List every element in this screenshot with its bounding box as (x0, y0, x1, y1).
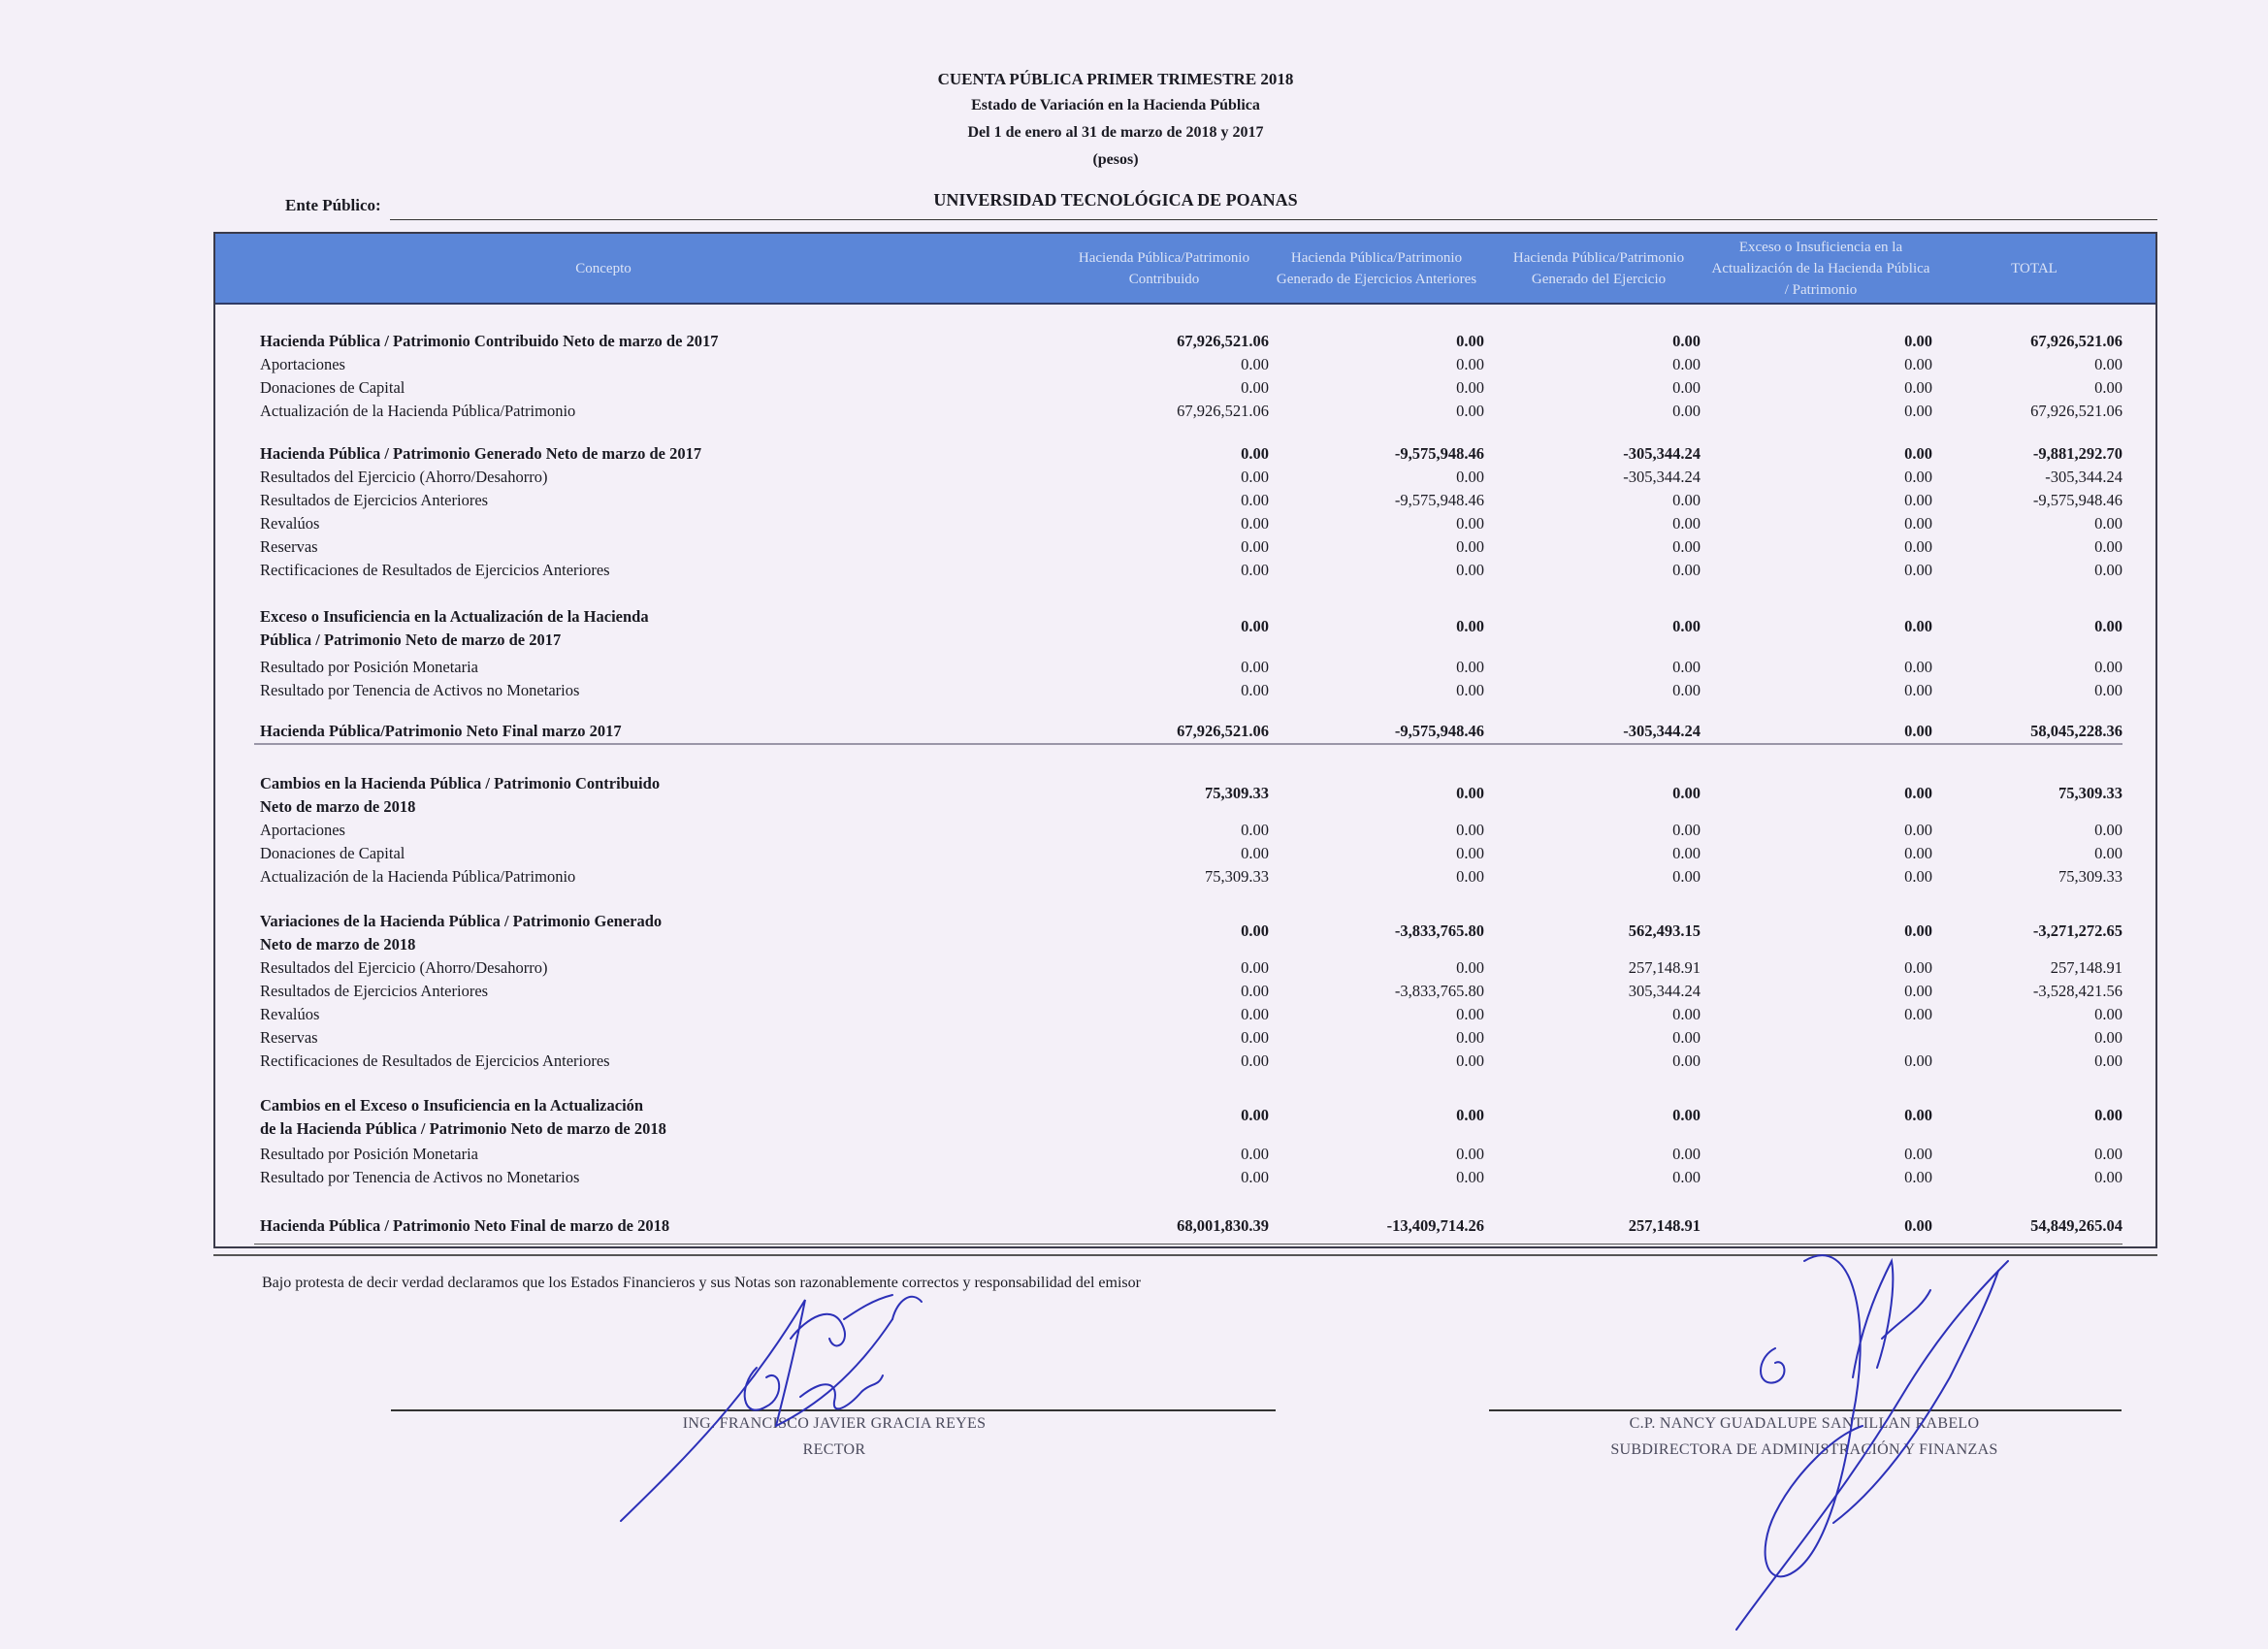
cell-ejercicios-anteriores: 0.00 (1456, 1145, 1484, 1163)
cell-contribuido: 0.00 (1241, 658, 1269, 676)
cell-total: -3,528,421.56 (2032, 982, 2122, 1000)
cell-ejercicios-anteriores: 0.00 (1456, 617, 1484, 635)
table-header-band (215, 234, 2155, 303)
column-header-ejercicios-anteriores: Hacienda Pública/Patrimonio Generado de Ejercicios Anteriores (1276, 249, 1477, 287)
cell-ejercicios-anteriores: 0.00 (1456, 658, 1484, 676)
cell-contribuido: 0.00 (1241, 958, 1269, 977)
cell-contribuido: 0.00 (1241, 378, 1269, 397)
cell-ejercicios-anteriores: 0.00 (1456, 355, 1484, 373)
cell-contribuido: 0.00 (1241, 821, 1269, 839)
table-row (260, 1168, 2122, 1191)
cell-del-ejercicio: 0.00 (1672, 784, 1701, 802)
cell-total: 75,309.33 (2058, 867, 2122, 886)
document-period: Del 1 de enero al 31 de marzo de 2018 y 2017 (967, 124, 1264, 141)
cell-del-ejercicio: 562,493.15 (1628, 922, 1701, 940)
cell-total: 58,045,228.36 (2030, 722, 2122, 740)
cell-contribuido: 0.00 (1241, 468, 1269, 486)
row-label: Cambios en el Exceso o Insuficiencia en la Actualización (260, 1096, 644, 1115)
row-label: Actualización de la Hacienda Pública/Patrimonio (260, 402, 576, 420)
cell-exceso-insuficiencia: 0.00 (1904, 514, 1932, 533)
subdirectora-signature-image (1707, 1203, 2027, 1639)
cell-ejercicios-anteriores: 0.00 (1456, 867, 1484, 886)
rector-signature-image (601, 1261, 1009, 1533)
cell-del-ejercicio: 0.00 (1672, 821, 1701, 839)
table-row (260, 658, 2122, 681)
cell-del-ejercicio: 257,148.91 (1628, 958, 1701, 977)
table-row (260, 681, 2122, 704)
signer-title-rector: RECTOR (802, 1441, 866, 1458)
cell-del-ejercicio: 0.00 (1672, 867, 1701, 886)
row-label: Resultado por Tenencia de Activos no Monetarios (260, 1168, 580, 1186)
column-header-exceso-insuficiencia: Exceso o Insuficiencia en la Actualización de la Hacienda Pública / Patrimonio (1711, 239, 1930, 298)
cell-exceso-insuficiencia: 0.00 (1904, 402, 1932, 420)
cell-ejercicios-anteriores: 0.00 (1456, 561, 1484, 579)
table-row (260, 1096, 2122, 1138)
cell-contribuido: 0.00 (1241, 491, 1269, 509)
signer-name-subdirectora: C.P. NANCY GUADALUPE SANTILLAN RABELO (1629, 1415, 1980, 1432)
row-label-continued: Neto de marzo de 2018 (260, 797, 416, 816)
cell-contribuido: 0.00 (1241, 982, 1269, 1000)
table-row (260, 844, 2122, 867)
cell-ejercicios-anteriores: 0.00 (1456, 844, 1484, 862)
cell-total: -9,575,948.46 (2032, 491, 2122, 509)
document-title: CUENTA PÚBLICA PRIMER TRIMESTRE 2018 (937, 70, 1294, 88)
cell-total: 0.00 (2094, 1145, 2122, 1163)
cell-ejercicios-anteriores: 0.00 (1456, 1051, 1484, 1070)
cell-exceso-insuficiencia: 0.00 (1904, 444, 1932, 463)
cell-exceso-insuficiencia: 0.00 (1904, 1005, 1932, 1023)
cell-exceso-insuficiencia: 0.00 (1904, 468, 1932, 486)
column-header-contribuido: Hacienda Pública/Patrimonio Contribuido (1078, 249, 1250, 287)
cell-ejercicios-anteriores: 0.00 (1456, 514, 1484, 533)
cell-contribuido: 0.00 (1241, 444, 1269, 463)
cell-exceso-insuficiencia: 0.00 (1904, 681, 1932, 699)
cell-del-ejercicio: 0.00 (1672, 402, 1701, 420)
cell-del-ejercicio: 0.00 (1672, 332, 1701, 350)
cell-del-ejercicio: 0.00 (1672, 491, 1701, 509)
signer-title-subdirectora: SUBDIRECTORA DE ADMINISTRACIÓN Y FINANZAS (1610, 1441, 1998, 1458)
table-row (260, 514, 2122, 537)
cell-del-ejercicio: 0.00 (1672, 1005, 1701, 1023)
cell-exceso-insuficiencia: 0.00 (1904, 1168, 1932, 1186)
cell-total: 0.00 (2094, 1028, 2122, 1047)
cell-exceso-insuficiencia: 0.00 (1904, 722, 1932, 740)
ente-underline (390, 219, 2157, 220)
cell-del-ejercicio: 0.00 (1672, 561, 1701, 579)
cell-total: 257,148.91 (2050, 958, 2122, 977)
cell-total: 0.00 (2094, 1168, 2122, 1186)
cell-total: 0.00 (2094, 658, 2122, 676)
cell-ejercicios-anteriores: 0.00 (1456, 402, 1484, 420)
row-label: Exceso o Insuficiencia en la Actualización de la Hacienda (260, 607, 649, 626)
cell-total: 0.00 (2094, 1051, 2122, 1070)
cell-exceso-insuficiencia: 0.00 (1904, 355, 1932, 373)
cell-ejercicios-anteriores: 0.00 (1456, 1168, 1484, 1186)
document-units: (pesos) (1092, 151, 1139, 168)
cell-exceso-insuficiencia: 0.00 (1904, 537, 1932, 556)
cell-total: 0.00 (2094, 378, 2122, 397)
row-label: Cambios en la Hacienda Pública / Patrimonio Contribuido (260, 774, 661, 792)
cell-contribuido: 0.00 (1241, 561, 1269, 579)
table-row (260, 1005, 2122, 1028)
cell-ejercicios-anteriores: 0.00 (1456, 332, 1484, 350)
table-row (260, 468, 2122, 491)
cell-contribuido: 0.00 (1241, 1005, 1269, 1023)
row-label: Aportaciones (260, 821, 345, 839)
cell-exceso-insuficiencia: 0.00 (1904, 1106, 1932, 1124)
cell-del-ejercicio: 0.00 (1672, 1145, 1701, 1163)
cell-total: -9,881,292.70 (2032, 444, 2122, 463)
cell-contribuido: 0.00 (1241, 922, 1269, 940)
cell-del-ejercicio: 0.00 (1672, 355, 1701, 373)
row-label: Resultados de Ejercicios Anteriores (260, 982, 489, 1000)
table-row (260, 378, 2122, 402)
cell-total: 67,926,521.06 (2030, 332, 2122, 350)
table-row (260, 821, 2122, 844)
cell-del-ejercicio: 0.00 (1672, 1051, 1701, 1070)
row-label: Resultados del Ejercicio (Ahorro/Desahorro) (260, 958, 548, 977)
table-row (260, 402, 2122, 425)
row-label: Resultados del Ejercicio (Ahorro/Desahorro) (260, 468, 548, 486)
cell-del-ejercicio: 0.00 (1672, 658, 1701, 676)
cell-exceso-insuficiencia: 0.00 (1904, 491, 1932, 509)
cell-total: 0.00 (2094, 1005, 2122, 1023)
row-label: Resultados de Ejercicios Anteriores (260, 491, 489, 509)
cell-ejercicios-anteriores: 0.00 (1456, 1106, 1484, 1124)
table-row (260, 607, 2122, 649)
cell-ejercicios-anteriores: -13,409,714.26 (1386, 1216, 1484, 1235)
cell-del-ejercicio: 0.00 (1672, 514, 1701, 533)
cell-ejercicios-anteriores: -3,833,765.80 (1394, 982, 1484, 1000)
cell-ejercicios-anteriores: 0.00 (1456, 537, 1484, 556)
row-label: Revalúos (260, 1005, 320, 1023)
cell-ejercicios-anteriores: 0.00 (1456, 468, 1484, 486)
cell-contribuido: 67,926,521.06 (1177, 722, 1269, 740)
cell-del-ejercicio: 0.00 (1672, 681, 1701, 699)
row-label: Rectificaciones de Resultados de Ejercicios Anteriores (260, 1051, 610, 1070)
table-row (260, 722, 2122, 745)
row-label: Variaciones de la Hacienda Pública / Patrimonio Generado (260, 912, 663, 930)
cell-exceso-insuficiencia: 0.00 (1904, 867, 1932, 886)
signer-name-rector: ING. FRANCISCO JAVIER GRACIA REYES (682, 1415, 987, 1432)
table-row (260, 867, 2122, 890)
cell-del-ejercicio: 0.00 (1672, 1106, 1701, 1124)
cell-contribuido: 0.00 (1241, 1106, 1269, 1124)
row-label: Hacienda Pública / Patrimonio Neto Final de marzo de 2018 (260, 1216, 670, 1235)
cell-total: -305,344.24 (2045, 468, 2122, 486)
cell-contribuido: 0.00 (1241, 1168, 1269, 1186)
cell-del-ejercicio: 0.00 (1672, 537, 1701, 556)
row-label: Actualización de la Hacienda Pública/Patrimonio (260, 867, 576, 886)
section-divider (254, 743, 2122, 745)
row-label: Hacienda Pública / Patrimonio Contribuido Neto de marzo de 2017 (260, 332, 719, 350)
cell-total: -3,271,272.65 (2032, 922, 2122, 940)
cell-exceso-insuficiencia: 0.00 (1904, 617, 1932, 635)
row-label: Rectificaciones de Resultados de Ejercicios Anteriores (260, 561, 610, 579)
cell-ejercicios-anteriores: -9,575,948.46 (1394, 444, 1484, 463)
cell-ejercicios-anteriores: 0.00 (1456, 378, 1484, 397)
cell-contribuido: 67,926,521.06 (1177, 332, 1269, 350)
cell-contribuido: 0.00 (1241, 1028, 1269, 1047)
cell-exceso-insuficiencia: 0.00 (1904, 378, 1932, 397)
cell-del-ejercicio: -305,344.24 (1623, 722, 1701, 740)
table-row (260, 1145, 2122, 1168)
cell-exceso-insuficiencia: 0.00 (1904, 561, 1932, 579)
table-row (260, 491, 2122, 514)
cell-contribuido: 0.00 (1241, 514, 1269, 533)
cell-contribuido: 0.00 (1241, 1145, 1269, 1163)
cell-exceso-insuficiencia: 0.00 (1904, 658, 1932, 676)
cell-total: 0.00 (2094, 681, 2122, 699)
cell-total: 0.00 (2094, 821, 2122, 839)
row-label: Donaciones de Capital (260, 844, 405, 862)
cell-ejercicios-anteriores: 0.00 (1456, 681, 1484, 699)
cell-contribuido: 0.00 (1241, 1051, 1269, 1070)
column-header-concepto: Concepto (575, 260, 632, 276)
cell-del-ejercicio: 0.00 (1672, 378, 1701, 397)
cell-exceso-insuficiencia: 0.00 (1904, 922, 1932, 940)
cell-total: 75,309.33 (2058, 784, 2122, 802)
row-label-continued: Pública / Patrimonio Neto de marzo de 2017 (260, 630, 562, 649)
cell-exceso-insuficiencia: 0.00 (1904, 958, 1932, 977)
table-row (260, 982, 2122, 1005)
cell-ejercicios-anteriores: -9,575,948.46 (1394, 491, 1484, 509)
cell-exceso-insuficiencia: 0.00 (1904, 1216, 1932, 1235)
cell-ejercicios-anteriores: -9,575,948.46 (1394, 722, 1484, 740)
row-label: Reservas (260, 1028, 318, 1047)
cell-contribuido: 0.00 (1241, 537, 1269, 556)
header-rule (215, 303, 2155, 305)
cell-contribuido: 0.00 (1241, 617, 1269, 635)
row-label: Aportaciones (260, 355, 345, 373)
cell-contribuido: 0.00 (1241, 355, 1269, 373)
cell-total: 0.00 (2094, 617, 2122, 635)
cell-exceso-insuficiencia: 0.00 (1904, 844, 1932, 862)
table-row (260, 774, 2122, 816)
table-row (260, 332, 2122, 355)
cell-contribuido: 68,001,830.39 (1177, 1216, 1269, 1235)
cell-contribuido: 0.00 (1241, 681, 1269, 699)
cell-ejercicios-anteriores: 0.00 (1456, 821, 1484, 839)
table-row (260, 1028, 2122, 1051)
cell-exceso-insuficiencia: 0.00 (1904, 1051, 1932, 1070)
table-row (260, 444, 2122, 468)
cell-exceso-insuficiencia: 0.00 (1904, 982, 1932, 1000)
table-row (260, 958, 2122, 982)
cell-exceso-insuficiencia: 0.00 (1904, 332, 1932, 350)
row-label: Hacienda Pública/Patrimonio Neto Final marzo 2017 (260, 722, 622, 740)
cell-del-ejercicio: -305,344.24 (1623, 444, 1701, 463)
cell-del-ejercicio: 305,344.24 (1628, 982, 1701, 1000)
row-label: Reservas (260, 537, 318, 556)
cell-total: 67,926,521.06 (2030, 402, 2122, 420)
cell-contribuido: 0.00 (1241, 844, 1269, 862)
cell-ejercicios-anteriores: 0.00 (1456, 958, 1484, 977)
column-header-del-ejercicio: Hacienda Pública/Patrimonio Generado del Ejercicio (1512, 249, 1685, 287)
table-row (260, 561, 2122, 584)
declaration-note: Bajo protesta de decir verdad declaramos que los Estados Financieros y sus Notas son razonablemente correctos y responsabilidad del emisor (262, 1275, 1141, 1291)
cell-del-ejercicio: 0.00 (1672, 1168, 1701, 1186)
cell-ejercicios-anteriores: 0.00 (1456, 1028, 1484, 1047)
cell-contribuido: 67,926,521.06 (1177, 402, 1269, 420)
table-row (260, 1051, 2122, 1075)
cell-ejercicios-anteriores: 0.00 (1456, 1005, 1484, 1023)
cell-total: 0.00 (2094, 514, 2122, 533)
row-label-continued: Neto de marzo de 2018 (260, 935, 416, 954)
cell-total: 0.00 (2094, 844, 2122, 862)
cell-del-ejercicio: 0.00 (1672, 1028, 1701, 1047)
cell-total: 0.00 (2094, 537, 2122, 556)
cell-total: 0.00 (2094, 561, 2122, 579)
cell-del-ejercicio: -305,344.24 (1623, 468, 1701, 486)
cell-del-ejercicio: 257,148.91 (1628, 1216, 1701, 1235)
cell-exceso-insuficiencia: 0.00 (1904, 821, 1932, 839)
row-label: Resultado por Posición Monetaria (260, 658, 479, 676)
row-label: Revalúos (260, 514, 320, 533)
ente-name: UNIVERSIDAD TECNOLÓGICA DE POANAS (933, 190, 1298, 210)
row-label: Resultado por Tenencia de Activos no Monetarios (260, 681, 580, 699)
row-label: Hacienda Pública / Patrimonio Generado Neto de marzo de 2017 (260, 444, 702, 463)
cell-ejercicios-anteriores: 0.00 (1456, 784, 1484, 802)
row-label: Resultado por Posición Monetaria (260, 1145, 479, 1163)
cell-exceso-insuficiencia: 0.00 (1904, 1145, 1932, 1163)
cell-exceso-insuficiencia: 0.00 (1904, 784, 1932, 802)
table-row (260, 912, 2122, 954)
cell-contribuido: 75,309.33 (1205, 784, 1269, 802)
ente-label: Ente Público: (285, 196, 381, 214)
cell-total: 0.00 (2094, 355, 2122, 373)
row-label-continued: de la Hacienda Pública / Patrimonio Neto de marzo de 2018 (260, 1119, 666, 1138)
row-label: Donaciones de Capital (260, 378, 405, 397)
column-header-total: TOTAL (2011, 260, 2057, 276)
cell-total: 54,849,265.04 (2030, 1216, 2122, 1235)
table-row (260, 355, 2122, 378)
document-subtitle: Estado de Variación en la Hacienda Pública (971, 97, 1260, 113)
cell-ejercicios-anteriores: -3,833,765.80 (1394, 922, 1484, 940)
cell-contribuido: 75,309.33 (1205, 867, 1269, 886)
table-row (260, 537, 2122, 561)
cell-del-ejercicio: 0.00 (1672, 844, 1701, 862)
cell-total: 0.00 (2094, 1106, 2122, 1124)
cell-del-ejercicio: 0.00 (1672, 617, 1701, 635)
